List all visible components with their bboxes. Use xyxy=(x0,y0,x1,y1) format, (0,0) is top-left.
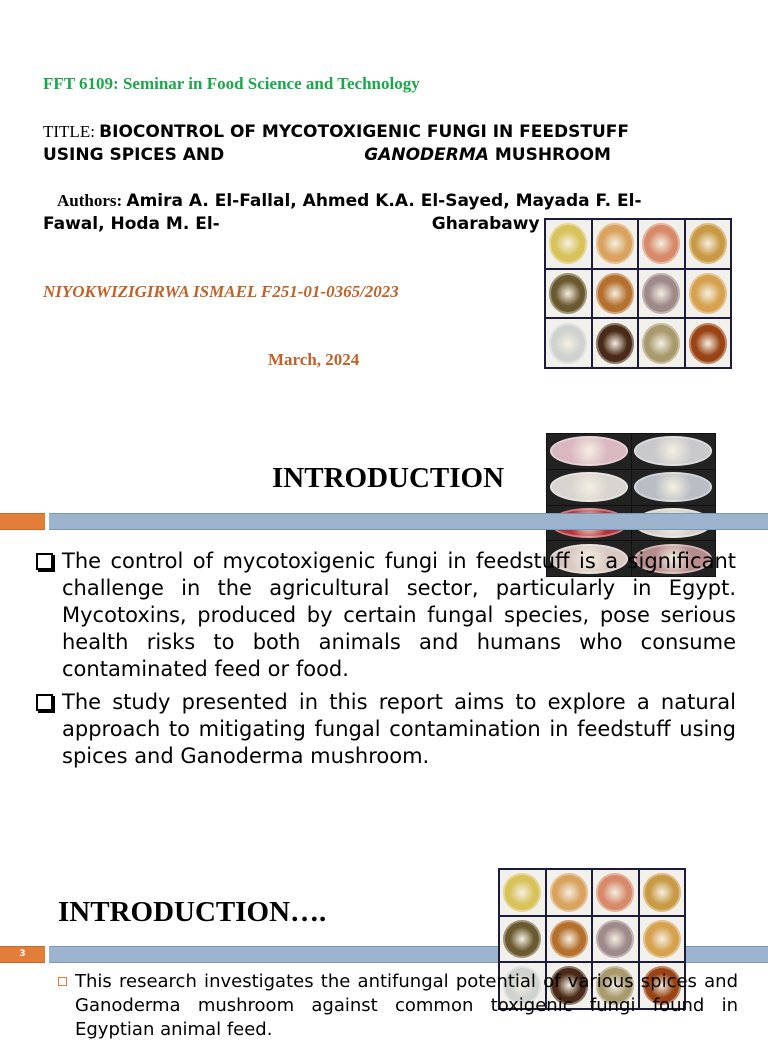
title-text-2c: MUSHROOM xyxy=(488,145,611,165)
petri-dish xyxy=(642,323,680,364)
accent-bar-blue xyxy=(49,513,768,530)
slide-heading: INTRODUCTION…. xyxy=(58,896,327,928)
bullet-text: The control of mycotoxigenic fungi in feedstuff is a significant challenge in the agricultural sector, particularly in Egypt. Mycotoxins, produced by certain fungal species, pose serious health risks to both animals and humans who consume contaminated feed or food. xyxy=(62,549,736,681)
petri-dish xyxy=(634,472,712,502)
authors-text-2b: Gharabawy xyxy=(431,214,540,234)
petri-dish xyxy=(503,920,541,958)
petri-dish xyxy=(549,223,587,264)
petri-dish xyxy=(550,472,628,502)
title-text-2a: USING SPICES AND xyxy=(43,145,225,165)
petri-dish-cell xyxy=(547,870,592,915)
bullet-list xyxy=(58,970,738,1042)
petri-dish xyxy=(689,223,727,264)
petri-dish xyxy=(596,223,634,264)
bullet-list xyxy=(36,548,736,776)
petri-dish-cell xyxy=(593,220,638,268)
presentation-title xyxy=(43,120,743,167)
petri-dish-cell xyxy=(546,220,591,268)
petri-dish-cell xyxy=(593,870,638,915)
petri-dish-cell xyxy=(593,319,638,367)
course-title: FFT 6109: Seminar in Food Science and Technology xyxy=(43,74,420,93)
petri-dish xyxy=(689,273,727,314)
bullet-text: This research investigates the antifungal potential of various spices and Ganoderma mushroom against common toxigenic fungi found in Egyptian animal feed. xyxy=(75,971,738,1040)
title-text-2b: GANODERMA xyxy=(364,145,489,165)
petri-dish xyxy=(643,920,681,958)
authors-text-1: Amira A. El-Fallal, Ahmed K.A. El-Sayed, Mayada F. El- xyxy=(126,191,642,211)
checkbox-bullet-icon xyxy=(36,694,53,711)
petri-dish-cell xyxy=(632,434,716,469)
petri-dish xyxy=(643,873,681,911)
petri-dish-cell xyxy=(686,220,731,268)
petri-dish xyxy=(503,873,541,911)
bullet-item xyxy=(58,970,738,1042)
petri-dish-cell xyxy=(500,917,545,962)
title-line-2 xyxy=(43,144,743,167)
petri-dish-cell xyxy=(639,319,684,367)
petri-dish-cell xyxy=(546,270,591,318)
bullet-text: The study presented in this report aims to explore a natural approach to mitigating fungal contamination in feedstuff using spices and Ganoderma mushroom. xyxy=(62,690,736,768)
petri-dish xyxy=(550,873,588,911)
authors-label: Authors: xyxy=(57,191,127,210)
authors-line-1 xyxy=(43,189,743,213)
petri-dish-cell xyxy=(640,917,685,962)
petri-dish xyxy=(642,223,680,264)
petri-dish xyxy=(689,323,727,364)
petri-dish-cell xyxy=(547,434,631,469)
slide-number-badge: 3 xyxy=(0,946,45,963)
presenter-id: NIYOKWIZIGIRWA ISMAEL F251-01-0365/2023 xyxy=(43,282,399,301)
petri-dish xyxy=(634,436,712,466)
petri-dish-cell xyxy=(632,470,716,505)
petri-dish-cell xyxy=(686,270,731,318)
bullet-item xyxy=(36,548,736,683)
presentation-date: March, 2024 xyxy=(268,350,360,369)
title-label: TITLE: xyxy=(43,122,100,141)
petri-dish-cell xyxy=(547,470,631,505)
checkbox-bullet-icon xyxy=(36,553,53,570)
authors-text-2a: Fawal, Hoda M. El- xyxy=(43,214,220,234)
petri-dish xyxy=(550,920,588,958)
slide-heading: INTRODUCTION xyxy=(272,462,505,494)
petri-dish-cell xyxy=(500,870,545,915)
petri-dish xyxy=(596,920,634,958)
petri-dish-cell xyxy=(593,917,638,962)
petri-dish-cell xyxy=(639,270,684,318)
petri-dish xyxy=(596,873,634,911)
petri-dish-cell xyxy=(546,319,591,367)
square-bullet-icon xyxy=(58,977,67,986)
petri-dish xyxy=(549,273,587,314)
petri-dish xyxy=(642,273,680,314)
petri-dish-cell xyxy=(593,270,638,318)
petri-dish xyxy=(596,323,634,364)
title-text-1: BIOCONTROL OF MYCOTOXIGENIC FUNGI IN FEEDSTUFF xyxy=(99,122,630,142)
petri-dish-cell xyxy=(686,319,731,367)
petri-dish-cell xyxy=(639,220,684,268)
petri-dish-cell xyxy=(640,870,685,915)
petri-dish xyxy=(596,273,634,314)
title-line-1 xyxy=(43,120,743,144)
accent-bar-orange xyxy=(0,513,45,530)
petri-dish xyxy=(550,436,628,466)
petri-dish xyxy=(549,323,587,364)
petri-dish-cell xyxy=(547,917,592,962)
bullet-item xyxy=(36,689,736,770)
fungal-plates-photo xyxy=(544,218,732,369)
